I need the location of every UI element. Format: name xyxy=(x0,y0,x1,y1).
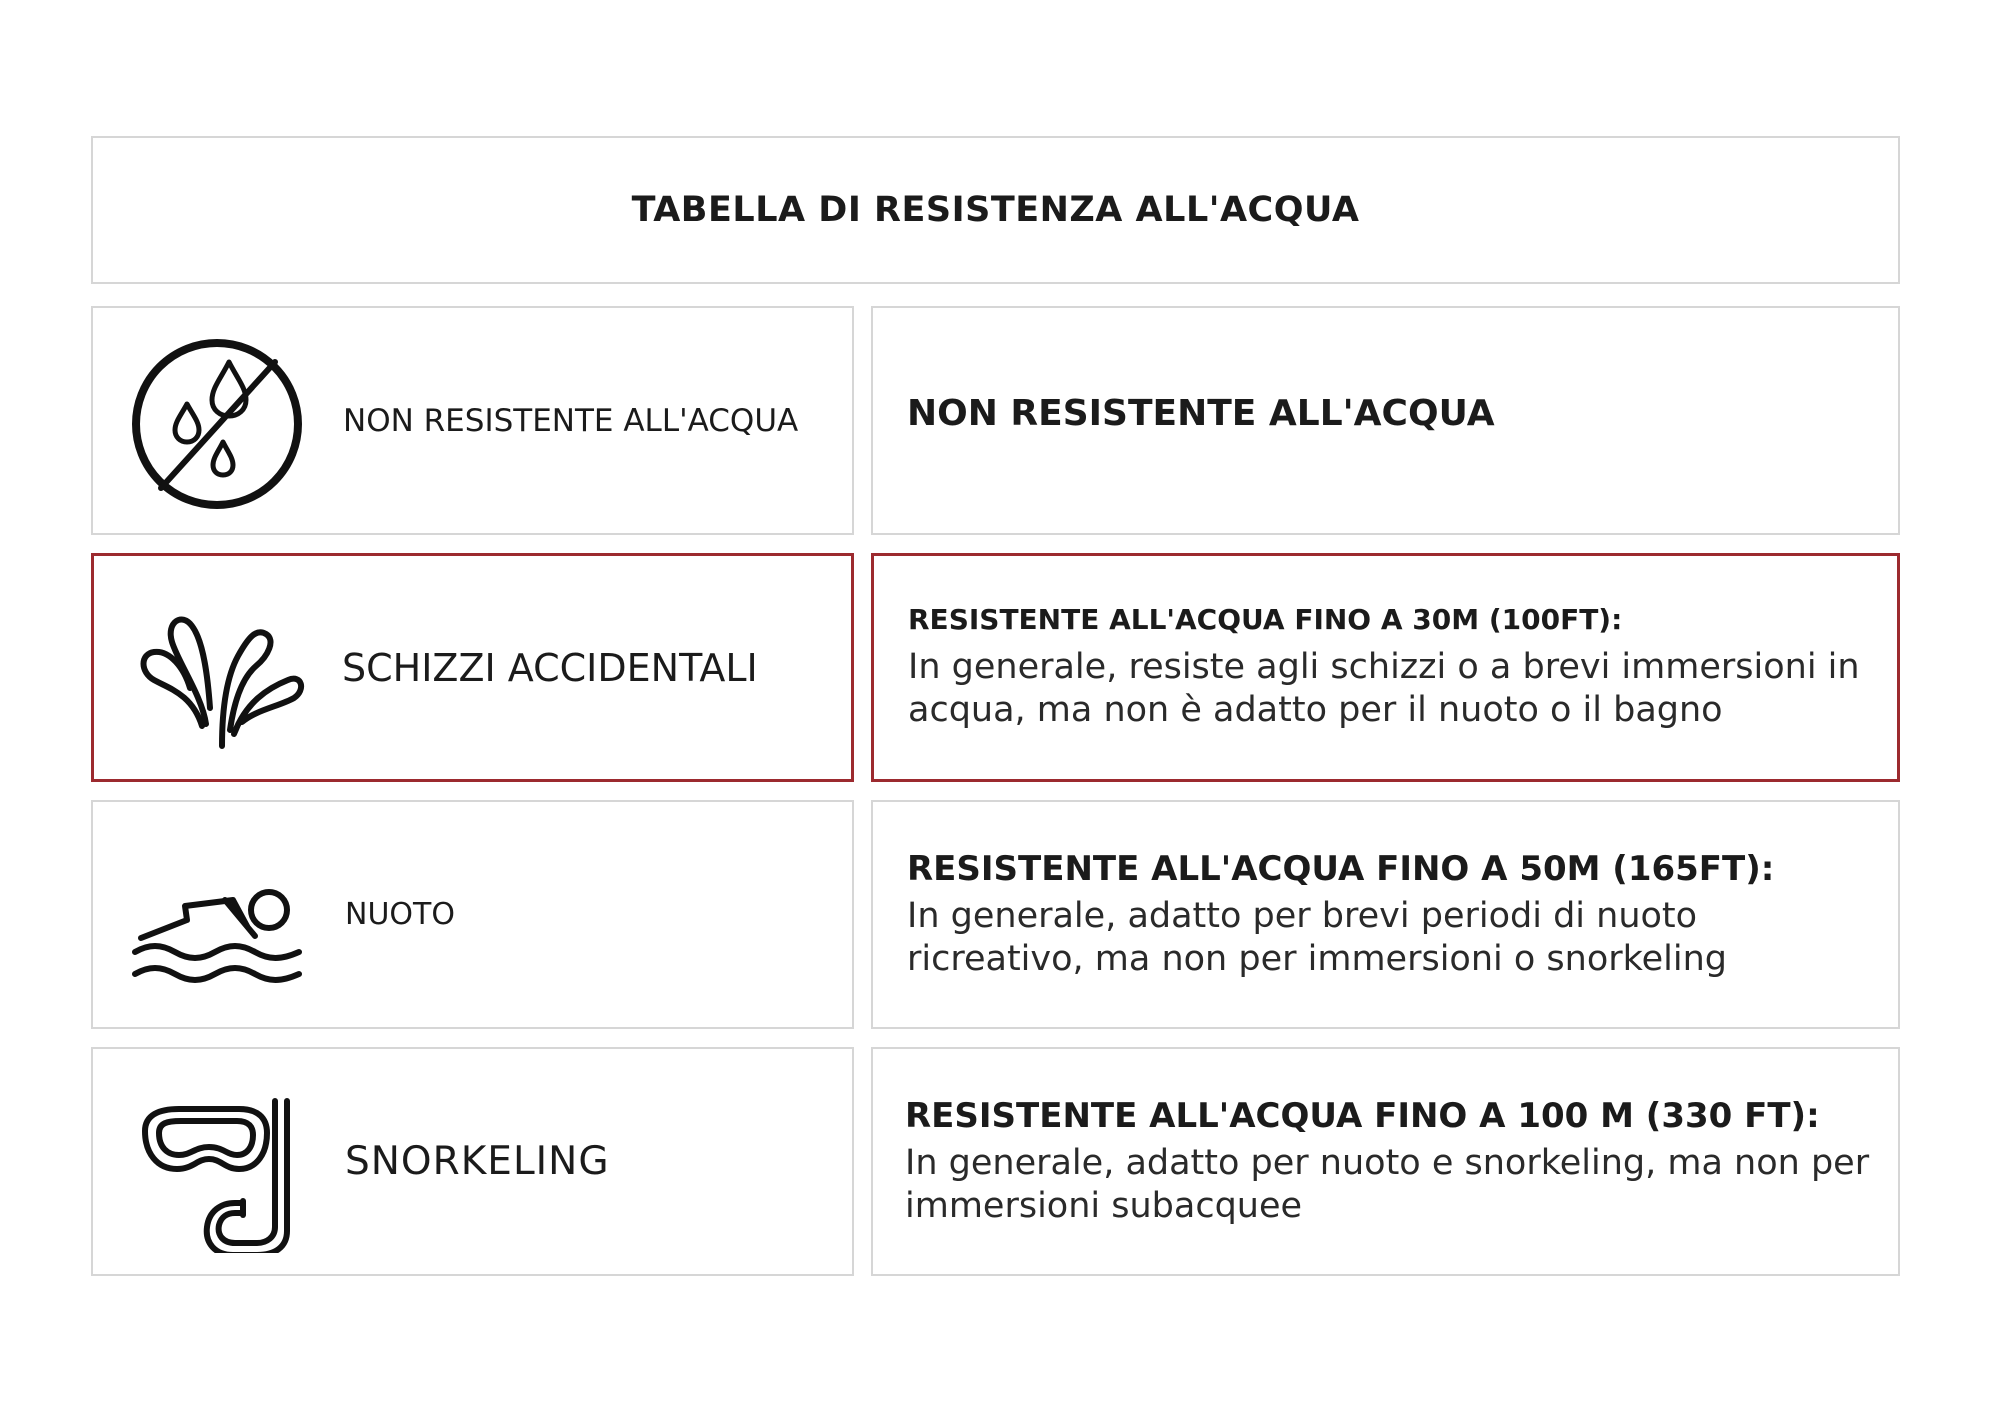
row-4-left-cell xyxy=(91,1047,854,1276)
row-2-label: SCHIZZI ACCIDENTALI xyxy=(342,645,758,690)
row-2-left-cell xyxy=(91,553,854,782)
no-water-drops-icon xyxy=(129,336,305,512)
water-splash-icon xyxy=(130,584,306,760)
snorkel-mask-icon xyxy=(129,1077,305,1253)
row-1-left-cell xyxy=(91,306,854,535)
title-box xyxy=(91,136,1900,284)
row-1-right-cell xyxy=(871,306,1900,535)
row-2-heading: RESISTENTE ALL'ACQUA FINO A 30M (100FT): xyxy=(908,603,1623,637)
page-title: TABELLA DI RESISTENZA ALL'ACQUA xyxy=(631,190,1360,230)
row-1-label: NON RESISTENTE ALL'ACQUA xyxy=(343,402,799,439)
row-3-description: In generale, adatto per brevi periodi di nuoto ricreativo, ma non per immersioni o snorkeling xyxy=(907,895,1728,979)
row-2-description: In generale, resiste agli schizzi o a brevi immersioni in acqua, ma non è adatto per il nuoto o il bagno xyxy=(908,647,1860,730)
row-3-label: NUOTO xyxy=(345,897,455,932)
row-4-heading: RESISTENTE ALL'ACQUA FINO A 100 M (330 FT): xyxy=(905,1095,1820,1136)
row-3-left-cell xyxy=(91,800,854,1029)
row-2-right-cell xyxy=(871,553,1900,782)
row-4-label: SNORKELING xyxy=(345,1139,610,1184)
swimmer-icon xyxy=(129,830,305,1006)
row-1-heading: NON RESISTENTE ALL'ACQUA xyxy=(907,393,1495,434)
row-4-description: In generale, adatto per nuoto e snorkeling, ma non per immersioni subacquee xyxy=(905,1142,1870,1226)
row-3-right-cell xyxy=(871,800,1900,1029)
row-4-right-cell xyxy=(871,1047,1900,1276)
row-3-heading: RESISTENTE ALL'ACQUA FINO A 50M (165FT): xyxy=(907,848,1775,889)
